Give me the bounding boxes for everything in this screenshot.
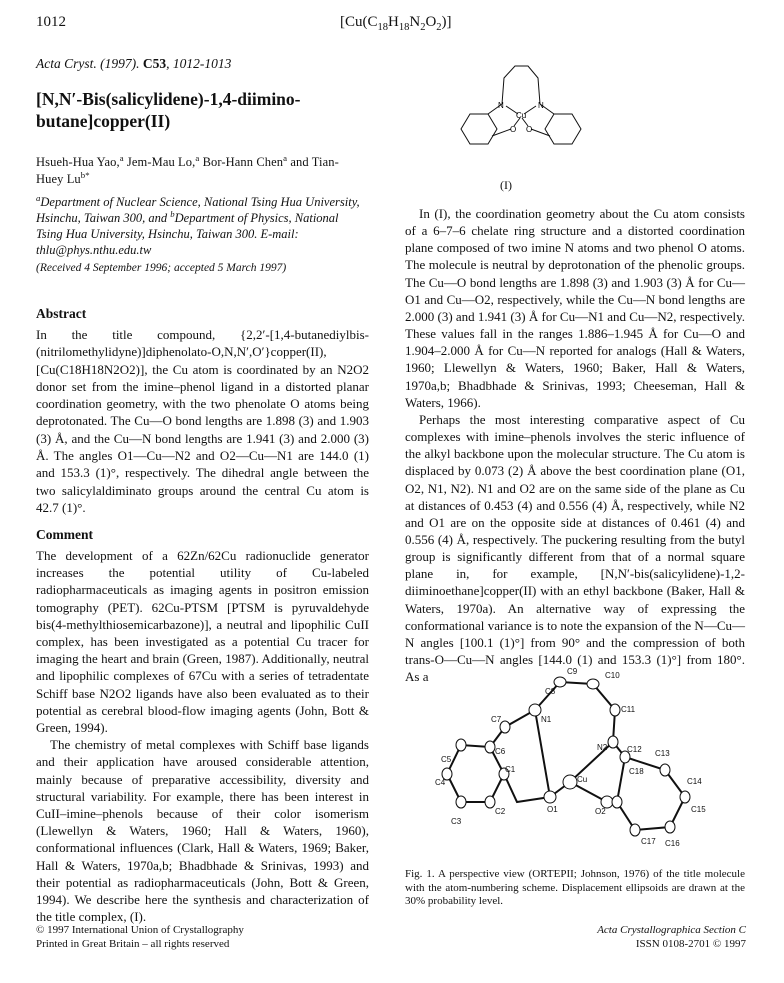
atom-label: C7 [491,715,502,724]
journal-section: Acta Crystallographica Section C [597,924,746,936]
abstract-heading: Abstract [36,306,87,321]
received-dates: (Received 4 September 1996; accepted 5 March 1997) [36,262,287,274]
butyl-chain [502,66,540,104]
journal-pages: 1012-1013 [172,56,232,71]
journal-volume: C53 [142,56,167,71]
atom-label: C18 [629,767,644,776]
scheme-label: (I) [500,178,512,192]
phenyl-ring-right [545,114,581,144]
affil-a-marker: a [36,192,41,203]
atom-label: O1 [547,805,558,814]
copyright-notice [36,923,244,951]
atom-label: N1 [541,715,552,724]
chemical-scheme [430,56,610,176]
author-4: Tian-Huey Lu [36,155,339,186]
right-column-text [405,205,745,685]
atom-label: C2 [495,807,506,816]
copyright-line: Printed in Great Britain – all rights reserved [36,938,230,950]
author-3-affil: a [283,152,288,163]
atom-label: C12 [627,745,642,754]
atom-label: O2 [595,807,606,816]
author-2: Jem-Mau Lo, [126,155,196,169]
comment-heading: Comment [36,527,93,542]
affiliation-a: Department of Nuclear Science, National Tsing Hua University, Hsinchu, Taiwan 300, and [36,195,360,225]
comment-paragraph: The chemistry of metal complexes with Schiff base ligands and their application have aroused considerable attention, mainly because of preparative accessibility, diversity and structural variability. For example, there has been interest in CuII–imine–phenols because of their color isomerism (Llewellyn & Waters, 1960; Hall & Waters, 1960), conformational influences (Clark, Hall & Waters, 1969; Baker, Hall & Waters, 1970a,b; Bhadbhade & Srinivas, 1993) and their potential as radiopharmaceuticals (John, Bott & Green, 1994). We describe here the synthesis and characterization of the title complex, (I). [36,737,369,925]
atom-label: C16 [665,839,680,848]
author-conjunction: and [287,155,309,169]
atom-label: C9 [567,667,578,676]
atom-label: C4 [435,778,446,787]
atom-label: C6 [495,747,506,756]
journal-citation: Acta Cryst. (1997). C53, 1012-1013 [36,56,232,71]
author-1-affil: a [119,152,124,163]
running-title: $[Cu(C_{18}H_{18}N_2O_2)]$ [340,14,452,33]
scheme-cu: Cu [516,111,527,120]
atom-label: N2 [597,743,608,752]
author-1: Hsueh-Hua Yao, [36,155,120,169]
phenyl-ring-left [461,114,497,144]
atom-label: C5 [441,755,452,764]
body-paragraph: In (I), the coordination geometry about the Cu atom consists of a 6–7–6 chelate ring structure and a distorted coordination plane composed of two imine N atoms and two phenol O atoms. The molecule is neutral by deprotonation of the phenolic groups. The Cu—O bond lengths are 1.898 (3) and 1.903 (3) Å for Cu—O1 and Cu—O2, respectively, while the Cu—N bond lengths are 2.000 (3) and 1.941 (3) Å for Cu—N1 and Cu—N2, respectively. These values fall in the ranges 1.886–1.945 Å for Cu—O and 1.904–2.000 Å for Cu—N reported for analogs (Hall & Waters, 1960; Llewellyn & Waters, 1960; Baker, Hall & Waters, 1970a,b; Bhadbhade & Srinivas, 1993; Cheeseman, Hall & Waters, 1966). [405,206,745,410]
atom-label: C13 [655,749,670,758]
body-paragraph: Perhaps the most interesting comparative aspect of Cu complexes with imine–phenols involves the steric influence of the alkyl backbone upon the molecular structure. The Cu atom is displaced by 0.073 (2) Å above the best coordination plane (O1, O2, N1, N2). N1 and O2 are on the same side of the plane as Cu at distances of 0.453 (4) and 0.556 (4) Å, respectively, while N2 and O1 are on the opposite side at distances of 0.461 (4) and 0.556 (4) Å, respectively. The puckering resulting from the butyl group is significantly different from that of a normal square plane in, for example, [N,N′-bis(salicylidene)-1,2-diiminoethane]copper(II) with an ethyl backbone (Baker, Hall & Waters, 1970a). An alternative way of expressing the conformational variance is to note the expansion of the N—Cu—N angles [100.1 (1)°] from 90° and the compression of both trans-O—Cu—N angles [144.0 (1) and 153.3 (1)°] from 180°. As a [405,411,745,685]
affil-b-marker: b [170,208,175,219]
comment-text [36,547,369,925]
title-line-2: butane]copper(II) [36,111,171,131]
article-title [36,88,366,132]
affiliations [36,194,366,258]
scheme-o-right: O [526,125,533,134]
ortep-figure [395,652,745,862]
scheme-o-left: O [510,125,517,134]
page-number: 1012 [36,14,66,30]
atom-label: C10 [605,671,620,680]
affiliation-b: Department of Physics, National Tsing Hua University, Hsinchu, Taiwan 300. E-mail: thlu@phys.nthu.edu.tw [36,211,339,257]
journal-name: Acta Cryst. [36,56,97,71]
copyright-line: © 1997 International Union of Crystallography [36,924,244,936]
author-4-affil: b* [80,169,90,180]
title-line-1: [N,N′-Bis(salicylidene)-1,4-diimino- [36,89,301,109]
atom-label: C1 [505,765,516,774]
atom-label: C15 [691,805,706,814]
scheme-n-left: N [498,101,504,110]
scheme-n-right: N [538,101,544,110]
journal-year: (1997). [100,56,140,71]
journal-footer [560,923,746,951]
author-3: Bor-Hann Chen [202,155,284,169]
comment-paragraph: The development of a 62Zn/62Cu radionuclide generator increases the potential utility of Cu-labeled radiopharmaceuticals as imaging agents in positron emission tomography (PET). 62Cu-PTSM [PTSM is pyruvaldehyde bis(4-methylthiosemicarbazone)], a neutral and lipophilic CuII complex, has been investigated as a potential Cu tracer for imaging the heart and brain (Green, 1987). Additionally, neutral and lipophilic complexes of 67Cu with a series of tetradentate Schiff base N2O2 ligands have also been evaluated as to their potential as cerebral blood-flow imaging agents (John, Bott & Green, 1994). [36,548,369,736]
atom-label: C11 [621,705,636,714]
atom-label: C8 [545,687,556,696]
author-2-affil: a [195,152,200,163]
atom-label: C14 [687,777,702,786]
author-list [36,154,366,188]
issn: ISSN 0108-2701 © 1997 [635,938,746,950]
atom-label: C3 [451,817,462,826]
figure-caption: Fig. 1. A perspective view (ORTEPII; Johnson, 1976) of the title molecule with the atom-numbering scheme. Displacement ellipsoids are drawn at the 30% probability level. [405,868,745,907]
atom-label: Cu [577,775,588,784]
abstract-text: In the title compound, {2,2′-[1,4-butanediylbis-(nitrilomethylidyne)]diphenolato-O,N,N′,O′}copper(II), [Cu(C18H18N2O2)], the Cu atom is coordinated by an N2O2 donor set from the imine–phenol ligand in a distorted planar coordination geometry, with the two phenolate O atoms being deprotonated. The Cu—O bond lengths are 1.898 (3) and 1.903 (3) Å, and the Cu—N bond lengths are 1.941 (3) and 2.000 (3) Å. The angles O1—Cu—N2 and O2—Cu—N1 are 144.0 (1) and 153.3 (1)°, respectively. The dihedral angle between the two salicylaldiminato groups around the central Cu atom is 42.7 (1)°. [36,327,369,515]
atom-label: C17 [641,837,656,846]
